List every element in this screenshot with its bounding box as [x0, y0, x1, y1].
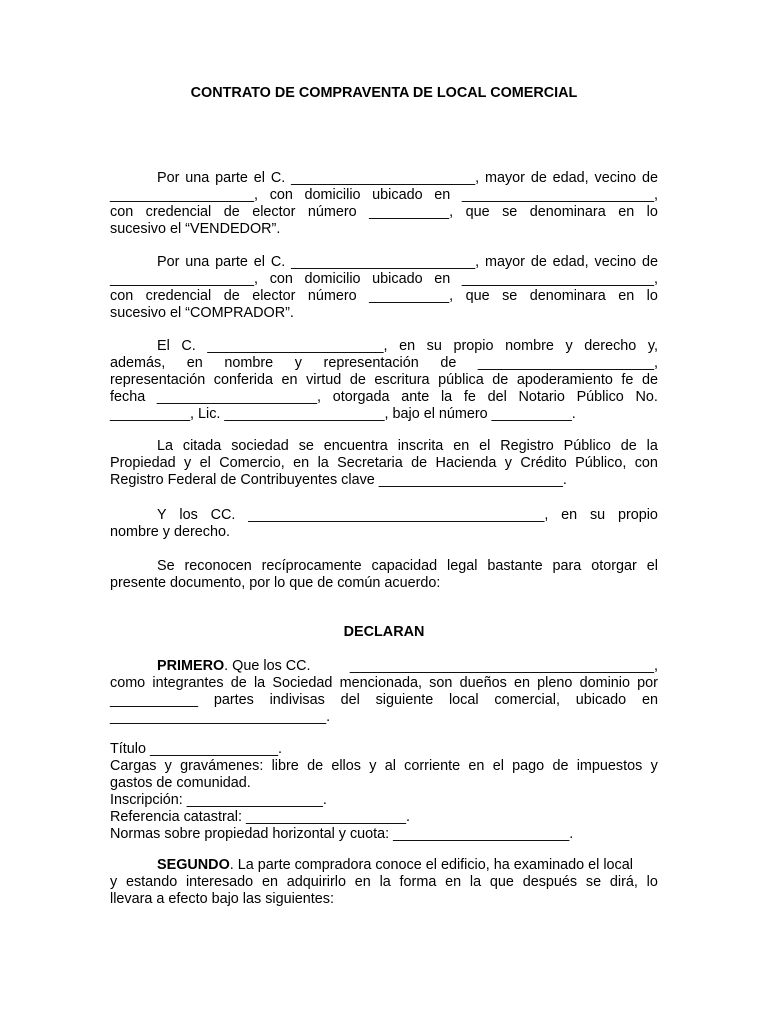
word: de [411, 455, 428, 471]
primero-line [110, 658, 658, 675]
word: el [646, 558, 658, 574]
word: otorgada [332, 389, 390, 405]
word: lo [646, 874, 658, 890]
word: de [492, 372, 509, 388]
word: Sociedad [272, 675, 333, 691]
text-line [110, 775, 658, 792]
word: con [110, 288, 134, 304]
word: gravámenes: [180, 758, 264, 774]
word: bastante [487, 558, 543, 574]
segundo-rest [110, 874, 658, 908]
word: de [620, 438, 637, 454]
word: y [184, 455, 192, 471]
word: ________________________, [461, 271, 658, 287]
word: ubicado [372, 187, 423, 203]
word: corriente [404, 758, 461, 774]
word: la [646, 438, 658, 454]
word: encuentra [323, 438, 388, 454]
word: se [298, 438, 314, 454]
word: vecino [594, 170, 637, 186]
word: ante [401, 389, 430, 405]
word: con [110, 204, 134, 220]
property-details [110, 741, 658, 843]
word: en [561, 507, 578, 523]
word: se [502, 204, 518, 220]
text-line [110, 741, 658, 758]
word: fecha [110, 389, 146, 405]
word: con [269, 271, 293, 287]
word: sociedad [231, 438, 289, 454]
word: Propiedad [110, 455, 176, 471]
word: número [307, 204, 357, 220]
word: como [110, 675, 146, 691]
word: Referencia catastral: ____________________. [110, 809, 411, 825]
word: los [179, 507, 198, 523]
word: una [185, 170, 210, 186]
word: ___________ [110, 692, 199, 708]
word: denominara [529, 204, 606, 220]
word: en [641, 692, 658, 708]
word: y [369, 758, 377, 774]
word: presente documento, por lo que de común acuerdo: [110, 575, 441, 591]
word: además, [110, 355, 166, 371]
word: con [269, 187, 293, 203]
word: de [530, 170, 547, 186]
word: C. [270, 254, 286, 270]
word: en [354, 874, 371, 890]
word: derecho [584, 338, 637, 354]
word: legal [447, 558, 478, 574]
word: propio [453, 338, 494, 354]
text-line [110, 874, 658, 891]
word: denominara [529, 288, 606, 304]
text-line [110, 254, 658, 271]
word: y [504, 455, 512, 471]
word: estando [125, 874, 178, 890]
word: nombre [505, 338, 554, 354]
word: fe [621, 372, 634, 388]
word: credencial [145, 288, 212, 304]
segundo-text: . La parte compradora conoce el edificio, ha examinado el local [229, 857, 633, 873]
word: El [157, 338, 170, 354]
word: al [384, 758, 396, 774]
word: de [307, 758, 324, 774]
word: Cargas [110, 758, 157, 774]
word: Normas sobre propiedad horizontal y cuota: ______________________. [110, 826, 574, 842]
paragraph-sociedad [110, 438, 658, 489]
text-line [110, 558, 658, 575]
word: C. [181, 338, 196, 354]
text-line [110, 271, 658, 288]
word: citada [182, 438, 222, 454]
text-line [110, 472, 658, 489]
word: se [502, 288, 518, 304]
word: fe [463, 389, 476, 405]
word: libre [271, 758, 299, 774]
word: elector [252, 288, 296, 304]
word: en [399, 338, 416, 354]
word: que [489, 874, 514, 890]
word: y, [647, 338, 658, 354]
word: sucesivo el “COMPRADOR”. [110, 305, 294, 321]
word: mayor [484, 170, 525, 186]
word: de [440, 355, 457, 371]
word: __________, [369, 204, 454, 220]
word: mencionada, [339, 675, 422, 691]
word: reconocen [184, 558, 252, 574]
word: apoderamiento [516, 372, 613, 388]
word: _______________________, [291, 170, 480, 186]
word: que [465, 288, 490, 304]
word: parte [215, 170, 248, 186]
text-line [110, 792, 658, 809]
text-line [110, 826, 658, 843]
word: pública [438, 372, 484, 388]
word: gastos de comunidad. [110, 775, 251, 791]
paragraph-vendedor [110, 170, 658, 238]
word: local [448, 692, 479, 708]
word: de [641, 170, 658, 186]
word: parte [215, 254, 248, 270]
word: ellos [331, 758, 361, 774]
word: de [349, 372, 366, 388]
word: otorgar [591, 558, 637, 574]
word: No. [635, 389, 658, 405]
word: ______________________, [477, 355, 658, 371]
word: nombre y derecho. [110, 524, 230, 540]
word: escritura [374, 372, 430, 388]
word: la [317, 455, 329, 471]
word: recíprocamente [261, 558, 362, 574]
word: de [230, 675, 247, 691]
word: con [634, 455, 658, 471]
word: Comercio, [219, 455, 285, 471]
word: en [261, 874, 278, 890]
text-line [110, 372, 658, 389]
word: la [440, 389, 453, 405]
word: para [552, 558, 582, 574]
word: inscrita [397, 438, 444, 454]
text-line [110, 204, 658, 221]
word: dirá, [609, 874, 638, 890]
word: su [589, 507, 606, 523]
word: Y [157, 507, 167, 523]
word: de [641, 254, 658, 270]
word: la [379, 874, 391, 890]
word: ________________________, [461, 187, 658, 203]
word: en [186, 355, 203, 371]
word: en [281, 372, 298, 388]
word: su [426, 338, 442, 354]
word: domicilio [304, 271, 361, 287]
text-line [110, 288, 658, 305]
word: Por [157, 254, 180, 270]
word: son [429, 675, 453, 691]
word: capacidad [371, 558, 438, 574]
word: partes [213, 692, 254, 708]
text-line [110, 524, 658, 541]
word: ubicado [575, 692, 627, 708]
word: ______________________, [207, 338, 388, 354]
word: en [618, 288, 635, 304]
word: representación [110, 372, 206, 388]
word: de [530, 254, 547, 270]
word: y [650, 758, 658, 774]
word: y [565, 338, 573, 354]
word: Público [563, 438, 611, 454]
word: en [453, 438, 470, 454]
text-line [110, 305, 658, 322]
word: indivisas [269, 692, 325, 708]
word: ubicado [372, 271, 423, 287]
text-line [110, 891, 658, 908]
word: la [253, 675, 266, 691]
word: Inscripción: _________________. [110, 792, 327, 808]
word: del [340, 692, 360, 708]
paragraph-primero [110, 658, 658, 726]
word: __________________, [110, 271, 259, 287]
text-line [110, 709, 658, 726]
word: en [434, 187, 451, 203]
word: se [585, 874, 602, 890]
paragraph-reconocen [110, 558, 658, 592]
word: en [434, 271, 451, 287]
word: de [552, 758, 569, 774]
primero-rest [110, 675, 658, 726]
word: ____________________, [156, 389, 321, 405]
word: nombre [224, 355, 274, 371]
word: dueños [459, 675, 507, 691]
text-line [110, 758, 658, 775]
text-line [110, 809, 658, 826]
word: en [618, 204, 635, 220]
word: Se [157, 558, 175, 574]
text-line [110, 221, 658, 238]
word: _______________________, [291, 254, 480, 270]
word: integrantes [152, 675, 224, 691]
paragraph-cc [110, 507, 658, 541]
word: después [522, 874, 578, 890]
segundo-label: SEGUNDO [157, 857, 230, 873]
word: La [157, 438, 174, 454]
word: mayor [484, 254, 525, 270]
word: el [492, 758, 504, 774]
word: en [445, 874, 462, 890]
text-line [110, 675, 658, 692]
word: adquirirlo [286, 874, 346, 890]
word: el [199, 455, 211, 471]
word: la [469, 874, 482, 890]
word: en [293, 455, 310, 471]
word: lo [646, 204, 658, 220]
word: de [223, 288, 240, 304]
word: virtud [306, 372, 342, 388]
word: y [164, 758, 172, 774]
word: Registro [500, 438, 554, 454]
word: __________, Lic. ____________________, bajo el número __________. [110, 406, 576, 422]
word: Hacienda [435, 455, 497, 471]
word: edad, [552, 170, 589, 186]
word: C. [270, 170, 286, 186]
primero-label: PRIMERO [157, 658, 225, 674]
word: del [487, 389, 507, 405]
word: el [253, 254, 265, 270]
word: llevara a efecto bajo las siguientes: [110, 891, 334, 907]
word: credencial [145, 204, 212, 220]
word: dominio [579, 675, 630, 691]
word: __________, [369, 288, 454, 304]
paragraph-comprador [110, 254, 658, 322]
word: número [307, 288, 357, 304]
text-line [110, 187, 658, 204]
word: Por [157, 170, 180, 186]
segundo-line [110, 857, 658, 874]
word: Título ________________. [110, 741, 283, 757]
word: ___________________________. [110, 709, 331, 725]
word: una [185, 254, 210, 270]
primero-text: . Que los CC. [224, 658, 311, 674]
word: representación [323, 355, 419, 371]
word: en [513, 675, 530, 691]
word: pago [512, 758, 545, 774]
text-line [110, 406, 658, 423]
word: interesado [185, 874, 254, 890]
word: en [468, 758, 485, 774]
word: vecino [594, 254, 637, 270]
word: CC. [210, 507, 236, 523]
text-line [110, 170, 658, 187]
word: __________________, [110, 187, 259, 203]
text-line [110, 692, 658, 709]
word: domicilio [304, 187, 361, 203]
word: edad, [552, 254, 589, 270]
text-line [110, 575, 658, 592]
word: el [479, 438, 491, 454]
text-line [110, 355, 658, 372]
word: pleno [537, 675, 573, 691]
word: forma [399, 874, 437, 890]
word: Registro Federal de Contribuyentes clave _______________________. [110, 472, 567, 488]
word: de [641, 372, 658, 388]
word: sucesivo el “VENDEDOR”. [110, 221, 281, 237]
primero-blank: ______________________________________, [349, 658, 658, 674]
word: por [637, 675, 658, 691]
word: elector [252, 204, 296, 220]
word: impuestos [576, 758, 643, 774]
paragraph-representante [110, 338, 658, 423]
text-line [110, 389, 658, 406]
word: propio [617, 507, 658, 523]
text-line [110, 338, 658, 355]
word: Secretaria [337, 455, 403, 471]
declaran-heading: DECLARAN [343, 624, 425, 640]
word: Público, [575, 455, 627, 471]
word: y [110, 874, 118, 890]
word: Notario [518, 389, 565, 405]
text-line [110, 507, 658, 524]
word: conferida [213, 372, 273, 388]
word: de [223, 204, 240, 220]
contract-title: CONTRATO DE COMPRAVENTA DE LOCAL COMERCIAL [190, 85, 578, 101]
word: comercial, [494, 692, 560, 708]
word: que [465, 204, 490, 220]
word: y [294, 355, 302, 371]
text-line [110, 438, 658, 455]
word: siguiente [375, 692, 434, 708]
word: lo [646, 288, 658, 304]
paragraph-segundo [110, 857, 658, 908]
word: Crédito [520, 455, 567, 471]
word: Público [576, 389, 624, 405]
word: el [253, 170, 265, 186]
word: _____________________________________, [248, 507, 549, 523]
text-line [110, 455, 658, 472]
